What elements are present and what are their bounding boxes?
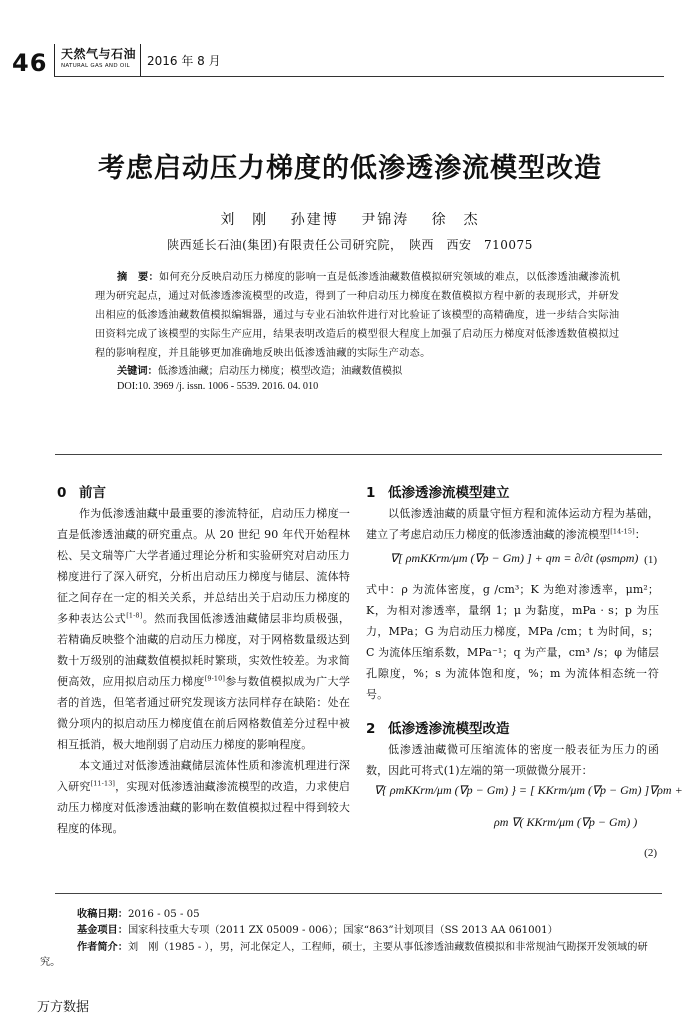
header-divider xyxy=(54,44,55,76)
text-run: 本文通过对低渗透油藏储层流体性质和渗流机理进行深入研究 xyxy=(57,759,350,793)
section-title: 前言 xyxy=(79,485,106,501)
doi: DOI:10. 3969 /j. issn. 1006 - 5539. 2016. 04. 010 xyxy=(117,381,319,392)
footnote-label: 作者简介： xyxy=(77,942,128,953)
equation-1 xyxy=(366,545,659,579)
intro-paragraph-1 xyxy=(57,503,350,755)
text-run: 。然而我国低渗透油藏储层非均质极强，若精确反映整个油藏的启动压力梯度，对于网格数量级达到数十万级别的油藏数值模拟耗时繁琐，实效性较差。为求简便高效，应用拟启动压力梯度 xyxy=(57,612,350,688)
issue-date: 2016 年 8 月 xyxy=(147,54,221,68)
keywords-text: 低渗透油藏；启动压力梯度；模型改造；油藏数值模拟 xyxy=(157,366,403,377)
text-run: 参与数值模拟成为广大学者的首选，但笔者通过研究发现该方法同样存在缺陷：处在微分项内的拟启动压力梯度值在前后网格数值差分过程中被相互抵消，极大地削弱了启动压力梯度的影响程度。 xyxy=(57,675,350,751)
footnote-rule xyxy=(55,893,662,894)
section-number: 0 xyxy=(57,485,67,501)
equation-2-line-2: ρm ∇( KKrm/μm (∇p − Gm) ) xyxy=(494,815,638,829)
section-number: 2 xyxy=(366,721,376,737)
footnote-text: 国家科技重大专项（2011 ZX 05009 - 006）；国家“863”计划项目（SS 2013 AA 061001） xyxy=(127,925,558,936)
section-title: 低渗透渗流模型建立 xyxy=(388,485,510,501)
equation-1-number: (1) xyxy=(644,554,657,566)
author-4: 徐 杰 xyxy=(431,212,480,228)
author-2: 孙建博 xyxy=(290,212,339,228)
journal-name-cn: 天然气与石油 xyxy=(61,47,137,61)
watermark: 万方数据 xyxy=(37,1000,90,1015)
text-run: 作为低渗透油藏中最重要的渗流特征，启动压力梯度一直是低渗透油藏的研究重点。从 20 世纪 90 年代开始程林松、吴文瑞等广大学者通过理论分析和实验研究对启动压力梯度进行了深入研究，分析出启动压力梯度与储层、流体特征之间存在一定的相关关系，并总结出关于启动压力梯度的多种表达公式 xyxy=(57,507,350,625)
abstract-separator xyxy=(55,454,662,455)
author-list xyxy=(0,209,700,229)
keywords-label: 关键词： xyxy=(117,366,158,377)
citation: [9-10] xyxy=(204,674,225,683)
equation-2-line-1: ∇{ ρmKKrm/μm (∇p − Gm) } = [ KKrm/μm (∇p − Gm) ]∇ρm + xyxy=(374,783,683,797)
equation-2-number: (2) xyxy=(644,847,657,859)
page-number: 46 xyxy=(12,49,48,77)
affiliation: 陕西延长石油(集团)有限责任公司研究院， 陕西 西安 710075 xyxy=(167,238,533,252)
citation: [14-15] xyxy=(610,527,635,536)
intro-paragraph-2 xyxy=(57,755,350,839)
header-divider-2 xyxy=(140,44,141,76)
header-rule xyxy=(54,76,664,77)
journal-logo xyxy=(61,45,136,69)
footnote-label: 基金项目： xyxy=(77,925,128,936)
section-2-paragraph: 低渗透油藏微可压缩流体的密度一般表征为压力的函数，因此可将式(1)左端的第一项做微分展开： xyxy=(366,743,659,777)
paper-title: 考虑启动压力梯度的低渗透渗流模型改造 xyxy=(98,153,602,184)
author-3: 尹锦涛 xyxy=(361,212,410,228)
variable-definitions: 式中：ρ 为流体密度，g /cm³；K 为绝对渗透率，μm²；K，为相对渗透率，量纲 1；μ 为黏度，mPa · s；p 为压力，MPa；G 为启动压力梯度，MPa /cm；t 为时间，s；C 为流体压缩系数，MPa⁻¹；q 为产量，cm³ /s；φ 为储层孔隙度，%；s 为流体饱和度，%；m 为流体相态统一符号。 xyxy=(366,583,659,701)
section-number: 1 xyxy=(366,485,376,501)
footnote-received xyxy=(77,907,697,922)
abstract-text: 如何充分反映启动压力梯度的影响一直是低渗透油藏数值模拟研究领域的难点，以低渗透油藏渗流机理为研究起点，通过对低渗透渗流模型的改造，得到了一种启动压力梯度在数值模拟方程中新的表现形式，并研发出相应的低渗透油藏数值模拟编辑器，通过与专业石油软件进行对比验证了该模型的高精确度，进一步结合实际油田资料完成了该模型的实际生产应用，结果表明改造后的模型很大程度上加强了启动压力梯度对低渗透数值模拟过程的影响程度，并且能够更加准确地反映出低渗透油藏的实际生产动态。 xyxy=(95,272,621,359)
right-column xyxy=(366,481,683,859)
citation: [1-8] xyxy=(126,611,143,620)
abstract xyxy=(95,268,625,363)
citation: [11-13] xyxy=(90,779,116,788)
equation-1-body: ∇[ ρmKKrm/μm (∇p − Gm) ] + qm = ∂/∂t (φsmρm) xyxy=(390,551,639,565)
equation-2 xyxy=(366,781,683,859)
text-run: ： xyxy=(634,528,646,541)
abstract-label: 摘 要： xyxy=(117,272,159,283)
section-title: 低渗透渗流模型改造 xyxy=(388,721,510,737)
footnote-text: 2016 - 05 - 05 xyxy=(127,909,200,920)
text-run: 以低渗透油藏的质量守恒方程和流体运动方程为基础，建立了考虑启动压力梯度的低渗透油藏的渗流模型 xyxy=(366,507,659,541)
section-heading-2 xyxy=(366,717,659,739)
author-1: 刘 刚 xyxy=(220,212,269,228)
footnote-label: 收稿日期： xyxy=(77,909,128,920)
journal-name-en: NATURAL GAS AND OIL xyxy=(61,63,130,69)
footnote-author xyxy=(40,940,660,970)
section-heading-intro xyxy=(57,481,350,503)
footnote-text: 刘 刚（1985 - ），男，河北保定人，工程师，硕士，主要从事低渗透油藏数值模拟和非常规油气勘探开发领域的研究。 xyxy=(40,942,648,968)
section-heading-1 xyxy=(366,481,659,503)
text-run: ，实现对低渗透油藏渗流模型的改造，力求使启动压力梯度对低渗透油藏的影响在数值模拟过程中得到较大程度的体现。 xyxy=(57,780,350,835)
left-column xyxy=(57,481,350,839)
section-1-paragraph xyxy=(366,503,659,545)
footnote-fund xyxy=(77,923,697,938)
keywords xyxy=(117,362,402,377)
